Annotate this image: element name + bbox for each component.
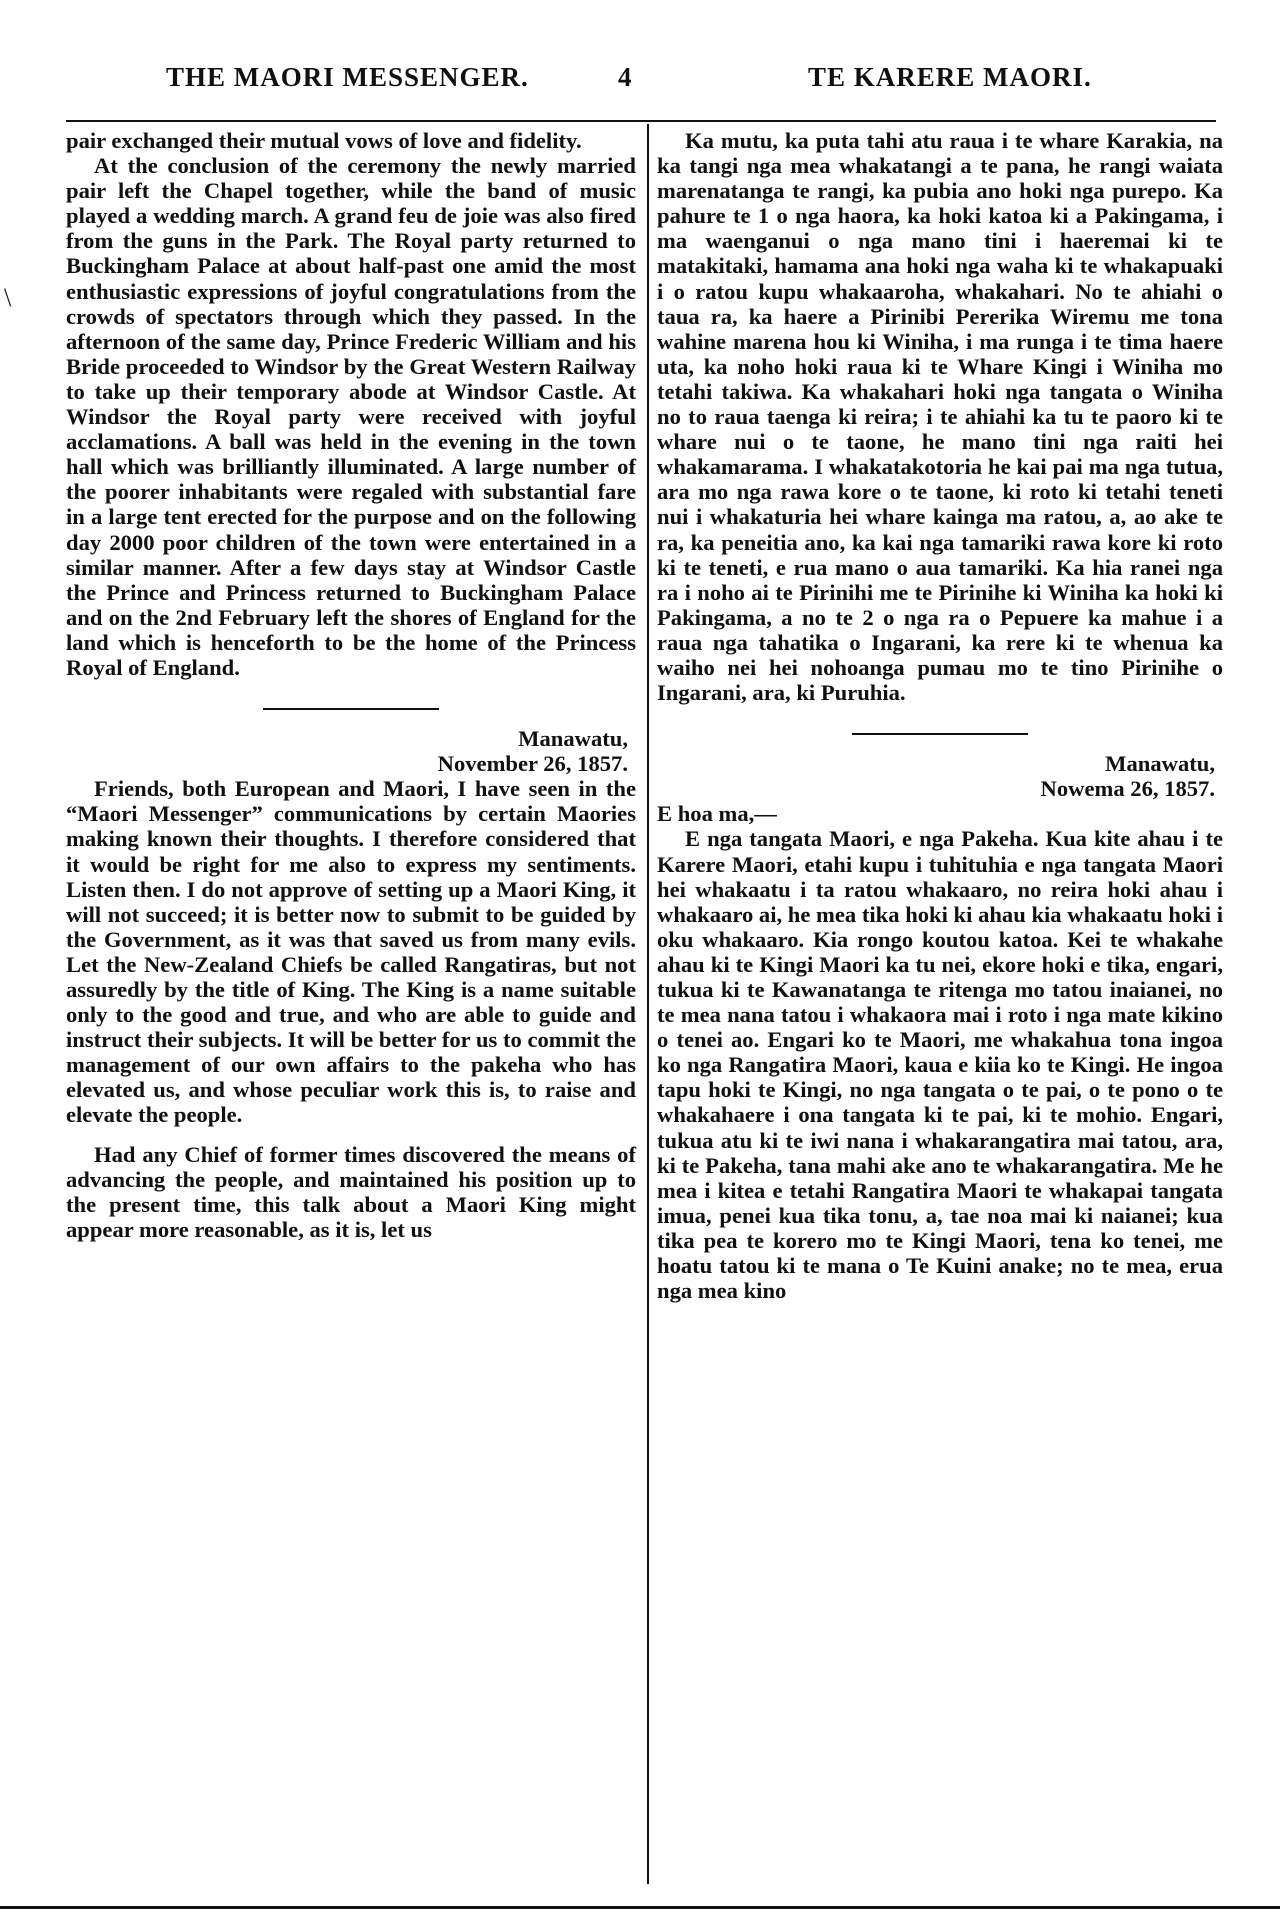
column-divider [647,124,649,1884]
header-rule [66,120,1216,122]
dateline-date: November 26, 1857. [437,751,628,777]
maori-masthead: TE KARERE MAORI. [808,62,1092,92]
dateline-place: Manawatu, [1105,751,1215,777]
paragraph: Friends, both European and Maori, I have seen in the “Maori Messenger” communications by certain Maories making known their thoughts. I therefore considered that it would be right for me also to express my sentiments. Listen then. I do not approve of setting up a Maori King, it will not succeed; it is better now to submit to be guided by the Government, as it was that saved us from many evils. Let the New-Zealand Chiefs be called Rangatiras, but not assuredly by the title of King. The King is a name suitable only to the good and true, and who are able to guide and instruct their subjects. It will be better for us to commit the management of our own affairs to the pakeha who has elevated us, and whose peculiar work this is, to raise and elevate the people. [66,776,636,1128]
paragraph: Had any Chief of former times discovered the means of advancing the people, and maintained his position up to the present time, this talk about a Maori King might appear more reasonable, as it is, let us [66,1141,636,1242]
paragraph: Ka mutu, ka puta tahi atu raua i te whare Karakia, na ka tangi nga mea whakatangi a te pana, he rangi waiata marenatanga te rangi, ka pubia ano hoki nga purepo. Ka pahure te 1 o nga haora, ka hoki katoa ki a Pakingama, i ma waenganui o nga mano tini i haeremai ki te matakitaki, hamama ana hoki nga waha ki te whakapuaki i o ratou kupu whakaaroha, whakahari. No te ahiahi o taua ra, ka haere a Pirinibi Pererika Wiremu me tona wahine marena hou ki Winiha, i ma runga i te tima haere uta, ka noho hoki raua ki te Whare Kingi i Winiha mo tetahi takiwa. Ka whakahari hoki nga tangata o Winiha no to raua taenga ki reira; i te ahiahi ka tu te paoro ki te whare nui o te taone, he mano tini nga raiti hei whakamarama. I whakatakotoria he kai pai ma nga tutua, ara mo nga rawa kore o te taone, ki roto ki tetahi teneti nui i whakaturia hei whare kainga ma ratou, a, ao ake te ra, ka peneitia ano, ka kai nga tamariki rawa kore ki roto ki te teneti, e rua mano o aua tamariki. Ka hia ranei nga ra i noho ai te Pirinihi me te Pirinihe ki Winiha ka hoki ki Pakingama, a no te 2 o nga ra o Pepuere ka mahue i a raua nga tahatika o Ingarani, ka rere ki te whenua ka waiho nei hei nohoanga pumau mo te tino Pirinihe o Ingarani, ara, ki Puruhia. [657,128,1223,706]
salutation: E hoa ma,— [657,801,777,827]
dateline-date: Nowema 26, 1857. [1040,776,1215,802]
page-number: 4 [618,62,633,92]
paragraph: At the conclusion of the ceremony the newly married pair left the Chapel together, while the band of music played a wedding march. A grand feu de joie was also fired from the guns in the Park. The Royal party returned to Buckingham Palace at about half-past one amid the most enthusiastic expressions of joyful congratulations from the crowds of spectators through which they passed. In the afternoon of the same day, Prince Frederic William and his Bride proceeded to Windsor by the Great Western Railway to take up their temporary abode at Windsor Castle. At Windsor the Royal party were received with joyful acclamations. A ball was held in the evening in the town hall which was brilliantly illuminated. A large number of the poorer inhabitants were regaled with substantial fare in a large tent erected for the purpose and on the following day 2000 poor children of the town were entertained in a similar manner. After a few days stay at Windsor Castle the Prince and Princess returned to Buckingham Palace and on the 2nd February left the shores of England for the land which is henceforth to be the home of the Princess Royal of England. [66,153,636,680]
paragraph: E nga tangata Maori, e nga Pakeha. Kua kite ahau i te Karere Maori, etahi kupu i tuhituhia e nga tangata Maori hei whakaatu i ta ratou whakaaro, no reira hoki ahau i whakaaro ai, he mea tika hoki ki ahau kia whakaatu hoki i oku whakaaro. Kia rongo koutou katoa. Kei te whakahe ahau ki te Kingi Maori ka tu nei, ekore hoki e tika, engari, tukua ki te Kawanatanga te ritenga mo tatou inaianei, no te mea nana tatou i whakaora mai i roto i nga mate kikino o tenei ao. Engari ko te Maori, me whakahua tona ingoa ko nga Rangatira Maori, kaua e kiia ko te Kingi. He ingoa tapu hoki te Kingi, no nga tangata o te pai, o te pono o te whakahaere i ona tangata ki te pai, ki te mohio. Engari, tukua atu ki te iwi nana i whakarangatira mai tatou, ara, ki te Pakeha, tana mahi ake ano te whakarangatira. Me he mea i kitea e tetahi Rangatira Maori te whakapai tangata imua, penei kua tika tonu, a, tae noa mai ki naianei; kua tika pea te korero mo te Kingi Maori, tena ko tenei, me hoatu tatou ki te mana o Te Kuini anake; no te mea, erua nga mea kino [657,826,1223,1304]
margin-mark: \ [4,283,12,312]
section-divider [263,708,439,710]
english-masthead: THE MAORI MESSENGER. [166,62,529,92]
dateline-place: Manawatu, [518,726,628,752]
section-divider [852,733,1028,735]
english-column [66,128,636,1242]
page-header [0,62,1280,102]
paragraph-gap [66,1128,636,1142]
paragraph: pair exchanged their mutual vows of love and fidelity. [66,128,582,153]
maori-column [657,128,1223,1303]
bottom-rule [0,1906,1280,1909]
